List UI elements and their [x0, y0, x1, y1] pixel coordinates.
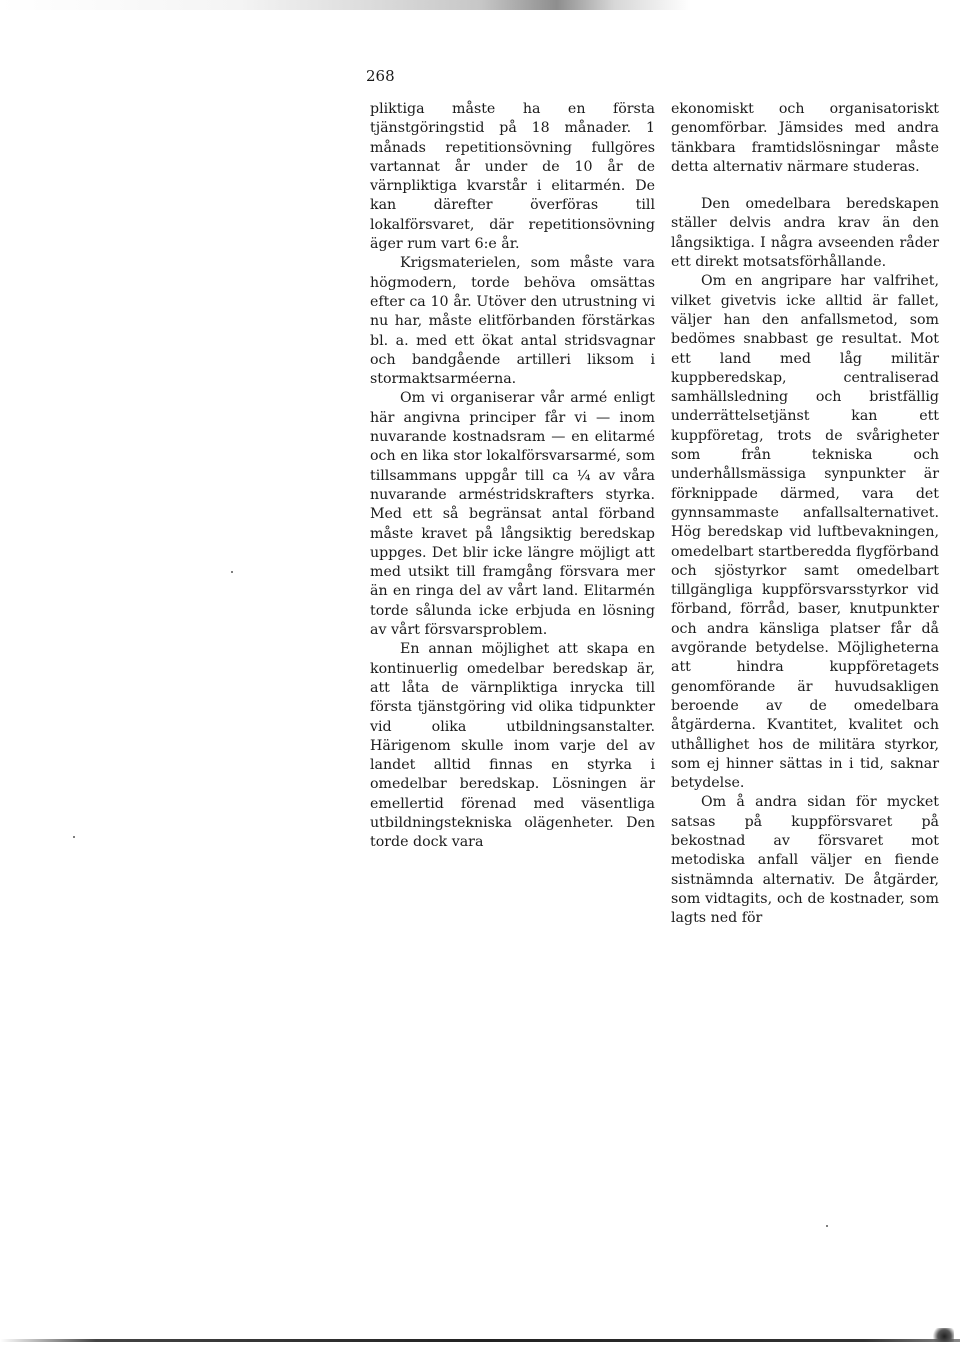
right-paragraph-4: Om å andra sidan för mycket satsas på kuppförsvaret på bekostnad av försvaret mot metodiska anfall väljer en fiende sistnämnda alternativ. De åtgärder, som vidtagits, och de kostnader, som lagts ned för [671, 794, 939, 927]
right-paragraph-2: Den omedelbara beredskapen ställer delvis andra krav än den långsiktiga. I några avseenden råder ett direkt motsatsförhållande. [671, 196, 939, 271]
left-paragraph-3: Om vi organiserar vår armé enligt här angivna principer får vi — inom nuvarande kostnadsram — en elitarmé och en lika stor lokalförsvarsarmé, som tillsammans uppgår till ca ¼ av våra nuvarande arméstridskrafters styrka. Med ett så begränsat antal förband måste kravet på långsiktig beredskap uppges. Det blir icke längre möjligt att med utsikt till framgång försvara mer än en ringa del av vårt land. Elitarmén torde sålunda icke erbjuda en lösning av vårt försvarsproblem. [370, 390, 655, 639]
scan-top-edge [0, 0, 960, 10]
left-paragraph-4: En annan möjlighet att skapa en kontinuerlig omedelbar beredskap är, att låta de värnpliktiga inrycka till första tjänstgöring vid olika tidpunkter vid olika utbildningsanstalter. Härigenom skulle inom varje del av landet alltid finnas en styrka i omedelbar beredskap. Lösningen är emellertid förenad med väsentliga utbildningstekniska olägenheter. Den torde dock vara [370, 641, 655, 851]
right-paragraph-1: ekonomiskt och organisatoriskt genomförbar. Jämsides med andra tänkbara framtidslösningar måste detta alternativ närmare studeras. [671, 101, 939, 175]
left-paragraph-1: pliktiga måste ha en första tjänstgöringstid på 18 månader. 1 månads repetitionsövning fullgöres vartannat år under de 10 år de värnpliktiga kvarstår i elitarmén. De kan därefter överföras till lokalförsvaret, där repetitionsövning äger rum vart 6:e år. [370, 101, 655, 253]
scan-speck [73, 836, 75, 838]
scan-speck [826, 1225, 828, 1227]
right-column [671, 100, 939, 928]
left-paragraph-2: Krigsmaterielen, som måste vara högmodern, torde behöva omsättas efter ca 10 år. Utöver den utrustning vi nu har, måste elitförbanden förstärkas bl. a. med ett ökat antal stridsvagnar och bandgående artilleri liksom i stormaktsarméerna. [370, 255, 655, 388]
right-paragraph-3: Om en angripare har valfrihet, vilket givetvis icke alltid är fallet, väljer han den anfallsmetod, som bedömes snabbast ge resultat. Mot ett land med låg militär kuppberedskap, centraliserad samhällsledning och bristfällig underrättelsetjänst kan ett kuppföretag, trots de svårigheter som från tekniska och underhållsmässiga synpunkter är förknippade därmed, vara det gynnsammaste anfallsalternativet. Hög beredskap vid luftbevakningen, omedelbart startberedda flygförband och sjöstyrkor samt omedelbart tillgängliga kuppförsvarsstyrkor vid förband, förråd, baser, knutpunkter och andra känsliga platser får då avgörande betydelse. Möjligheterna att hindra kuppföretagets genomförande är huvudsakligen beroende av de omedelbara åtgärderna. Kvantitet, kvalitet och uthållighet hos de militära styrkor, som ej hinner sättas in i tid, saknar betydelse. [671, 273, 939, 792]
page-number: 268 [366, 67, 395, 85]
scan-bottom-edge [0, 1339, 960, 1342]
left-column [370, 100, 655, 853]
scan-corner-mark [930, 1328, 954, 1342]
scan-speck [231, 571, 233, 573]
